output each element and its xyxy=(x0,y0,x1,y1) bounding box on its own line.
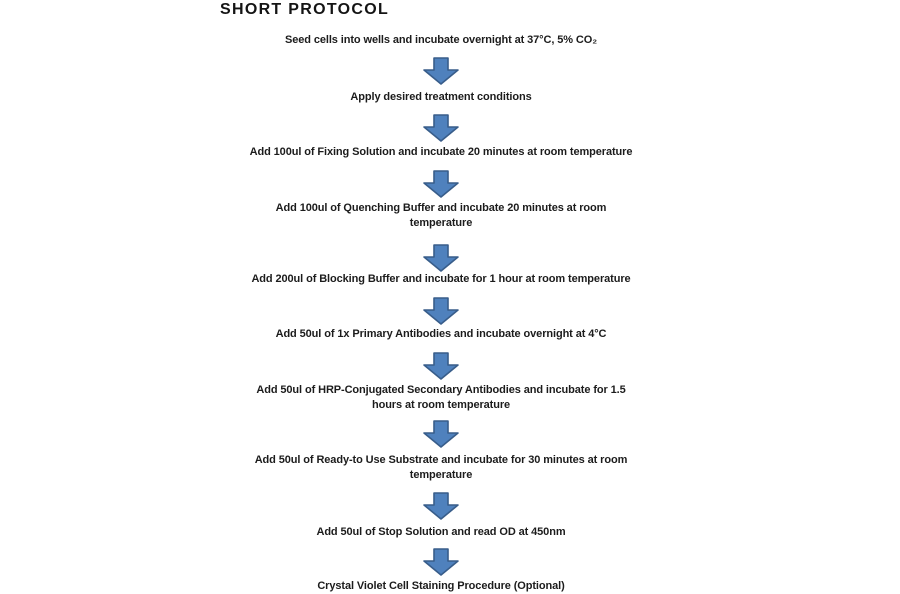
step-apply-treatment: Apply desired treatment conditions xyxy=(350,91,532,103)
step-blocking-buffer: Add 200ul of Blocking Buffer and incubate for 1 hour at room temperature xyxy=(251,273,631,285)
down-arrow-icon xyxy=(0,170,882,198)
step-secondary-antibodies: Add 50ul of HRP-Conjugated Secondary Antibodies and incubate for 1.5 hours at room temperature xyxy=(256,384,626,411)
down-arrow-icon xyxy=(0,492,882,520)
step-substrate: Add 50ul of Ready-to Use Substrate and incubate for 30 minutes at room temperature xyxy=(254,454,628,481)
down-arrow-icon xyxy=(0,548,882,576)
down-arrow-icon xyxy=(0,57,882,85)
step-primary-antibodies: Add 50ul of 1x Primary Antibodies and incubate overnight at 4°C xyxy=(275,328,607,340)
down-arrow-icon xyxy=(0,420,882,448)
down-arrow-icon xyxy=(0,297,882,325)
down-arrow-icon xyxy=(0,244,882,272)
step-stop-solution: Add 50ul of Stop Solution and read OD at 450nm xyxy=(316,526,566,538)
step-quenching-buffer: Add 100ul of Quenching Buffer and incubate 20 minutes at room temperature xyxy=(275,202,607,229)
page-title: SHORT PROTOCOL xyxy=(220,1,390,18)
down-arrow-icon xyxy=(0,352,882,380)
down-arrow-icon xyxy=(0,114,882,142)
step-fixing-solution: Add 100ul of Fixing Solution and incubate 20 minutes at room temperature xyxy=(249,146,633,158)
step-seed-cells: Seed cells into wells and incubate overnight at 37°C, 5% CO₂ xyxy=(285,34,597,46)
step-crystal-violet: Crystal Violet Cell Staining Procedure (Optional) xyxy=(317,580,565,592)
